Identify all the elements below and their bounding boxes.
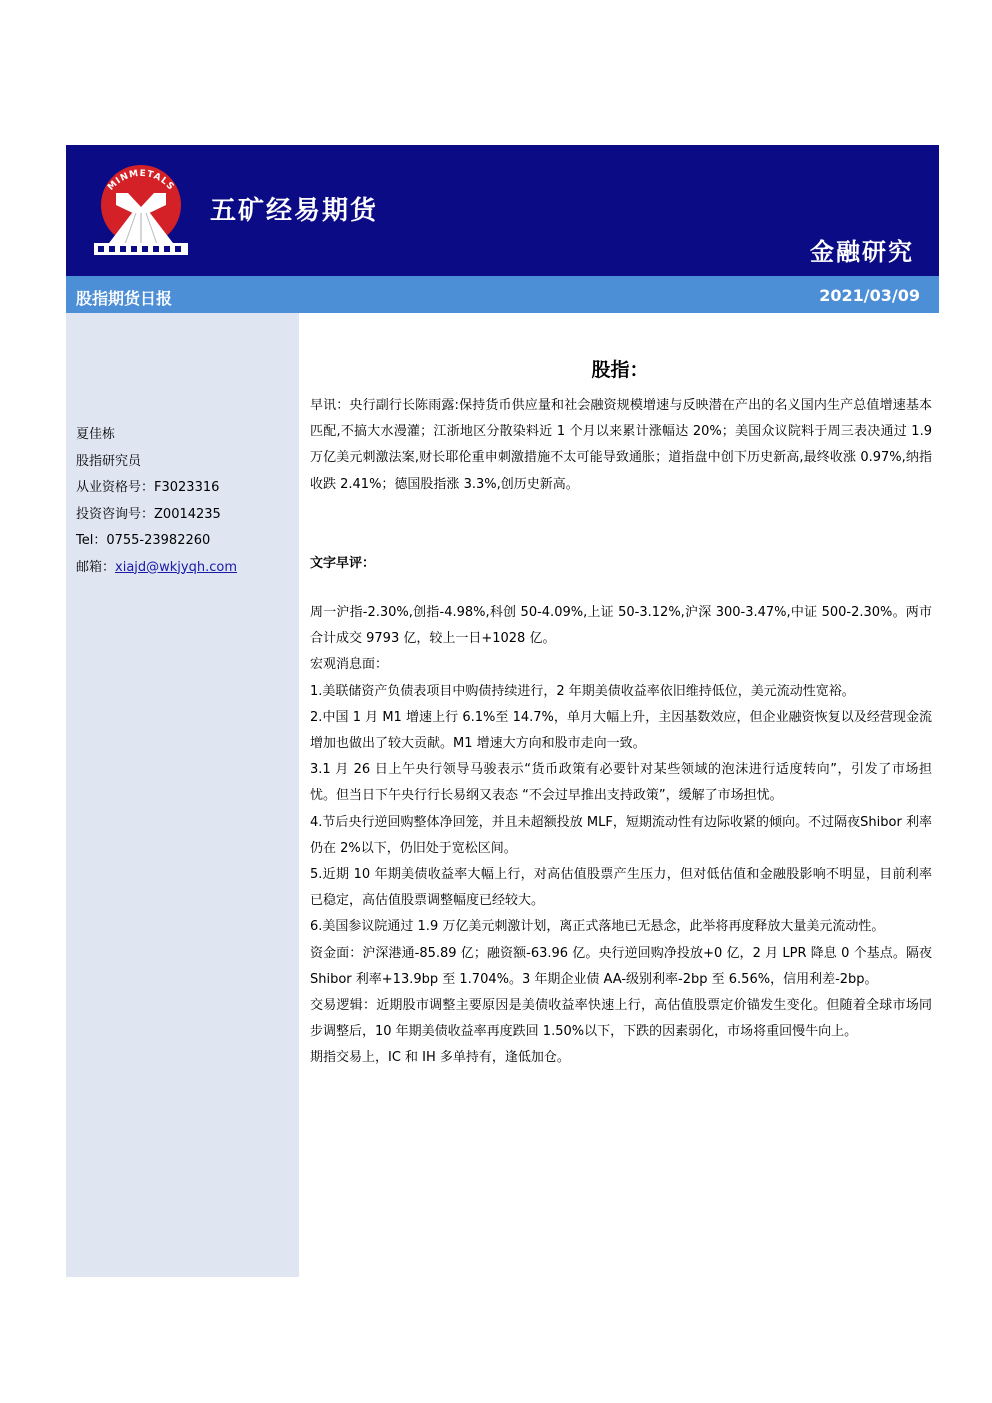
paragraph: 周一沪指-2.30%,创指-4.98%,科创 50-4.09%,上证 50-3.12%,沪深 300-3.47%,中证 500-2.30%。两市合计成交 9793 亿，较上一日+1028 亿。	[310, 605, 932, 647]
email-line: 邮箱：xiajd@wkjyqh.com	[76, 559, 238, 575]
consult-number: 投资咨询号：Z0014235	[76, 506, 221, 522]
commentary-heading: 文字早评：	[310, 556, 376, 571]
minmetals-logo-icon	[86, 155, 196, 265]
paragraph: 6.美国参议院通过 1.9 万亿美元刺激计划，离正式落地已无悬念，此举将再度释放大量美元流动性。	[310, 919, 885, 935]
department-name: 金融研究	[810, 238, 914, 266]
author-info	[76, 422, 237, 581]
paragraph: 4.节后央行逆回购整体净回笼，并且未超额投放 MLF，短期流动性有边际收紧的倾向。不过隔夜Shibor 利率仍在 2%以下，仍旧处于宽松区间。	[310, 814, 932, 856]
paragraph: 资金面：沪深港通-85.89 亿；融资额-63.96 亿。央行逆回购净投放+0 亿，2 月 LPR 降息 0 个基点。隔夜 Shibor 利率+13.9bp 至 1.704%。3 年期企业债 AA-级别利率-2bp 至 6.56%，信用利差-2bp。	[310, 945, 932, 987]
telephone: Tel：0755-23982260	[76, 533, 211, 548]
header-banner	[66, 145, 939, 276]
paragraph: 2.中国 1 月 M1 增速上行 6.1%至 14.7%，单月大幅上升，主因基数效应，但企业融资恢复以及经营现金流增加也做出了较大贡献。M1 增速大方向和股市走向一致。	[310, 709, 932, 752]
commentary-body	[310, 600, 932, 1072]
license-number: 从业资格号：F3023316	[76, 480, 220, 495]
paragraph: 3.1 月 26 日上午央行领导马骏表示“货币政策有必要针对某些领域的泡沫进行适度转向”，引发了市场担忧。但当日下午央行行长易纲又表态 “不会过早推出支持政策”，缓解了市场担忧。	[310, 762, 932, 804]
report-date: 2021/03/09	[819, 286, 920, 305]
author-title: 股指研究员	[76, 453, 142, 469]
section-title: 股指：	[591, 359, 649, 381]
paragraph: 5.近期 10 年期美债收益率大幅上行，对高估值股票产生压力，但对低估值和金融股影响不明显，目前利率已稳定，高估值股票调整幅度已经较大。	[310, 867, 932, 909]
paragraph: 期指交易上，IC 和 IH 多单持有，逢低加仓。	[310, 1050, 570, 1066]
author-name: 夏佳栋	[76, 427, 116, 442]
report-name: 股指期货日报	[76, 289, 173, 308]
email-link[interactable]: xiajd@wkjyqh.com	[115, 559, 238, 575]
morning-news: 早讯：央行副行长陈雨露:保持货币供应量和社会融资规模增速与反映潜在产出的名义国内生产总值增速基本匹配,不搞大水漫灌；江浙地区分散染料近 1 个月以来累计涨幅达 20%；美国众议院料于周三表决通过 1.9 万亿美元刺激法案,财长耶伦重申刺激措施不太可能导致通胀；道指盘中创下历史新高,最终收涨 0.97%,纳指收跌 2.41%；德国股指涨 3.3%,创历史新高。	[310, 398, 932, 492]
paragraph: 宏观消息面：	[310, 657, 389, 673]
company-name: 五矿经易期货	[210, 196, 379, 226]
svg-text:MINMETALS: MINMETALS	[106, 168, 176, 193]
paragraph: 交易逻辑：近期股市调整主要原因是美债收益率快速上行，高估值股票定价锚发生变化。但随着全球市场同步调整后，10 年期美债收益率再度跌回 1.50%以下，下跌的因素弱化，市场将重回慢牛向上。	[310, 998, 932, 1040]
report-title-bar	[66, 276, 939, 313]
paragraph: 1.美联储资产负债表项目中购债持续进行，2 年期美债收益率依旧维持低位，美元流动性宽裕。	[310, 683, 855, 699]
